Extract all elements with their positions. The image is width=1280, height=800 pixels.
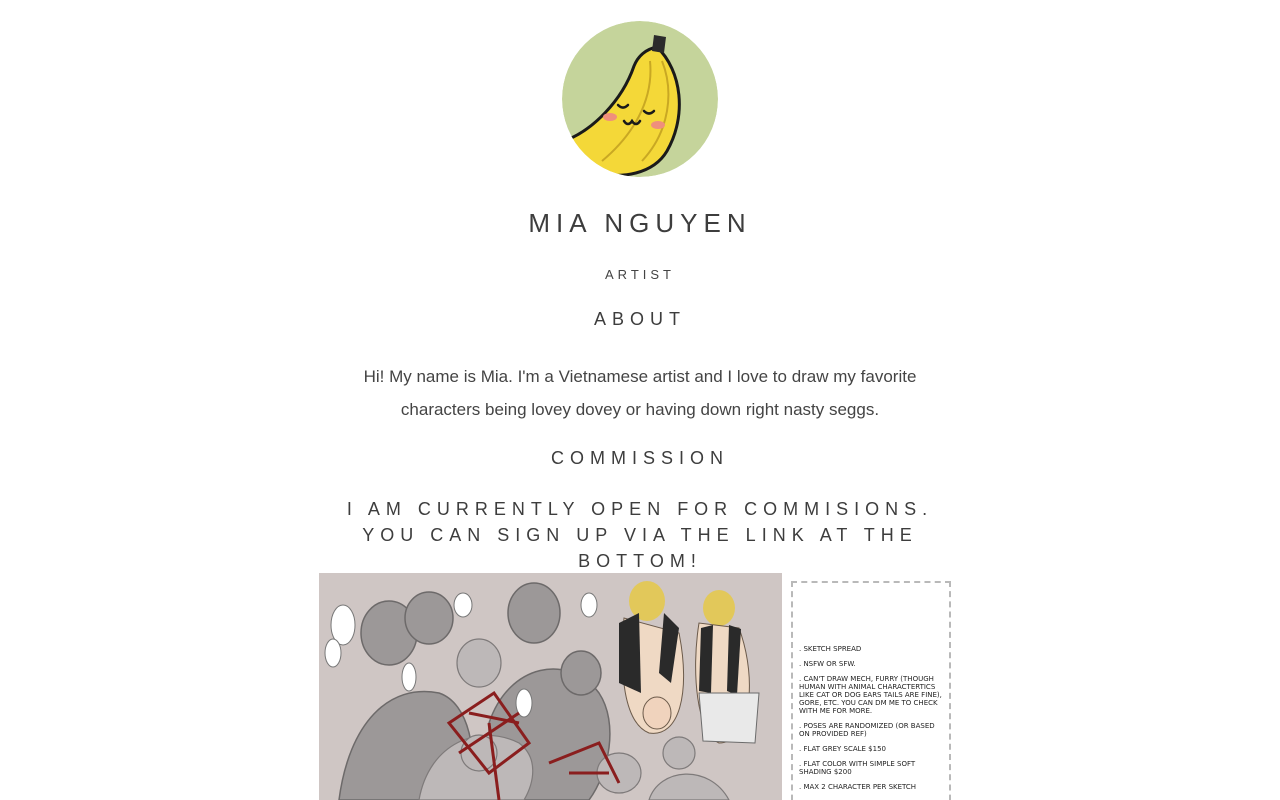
info-item-max-characters: . MAX 2 CHARACTER PER SKETCH xyxy=(799,783,917,791)
banana-avatar-icon xyxy=(562,21,718,177)
about-text: Hi! My name is Mia. I'm a Vietnamese artist and I love to draw my favorite characters being lovey dovey or having down right nasty seggs. xyxy=(363,367,917,419)
info-item-color-price: . FLAT COLOR WITH SIMPLE SOFT SHADING $200 xyxy=(799,760,916,776)
info-item-rating: . NSFW OR SFW. xyxy=(799,660,856,668)
info-item-grey-price: . FLAT GREY SCALE $150 xyxy=(799,745,886,753)
info-item-poses: . POSES ARE RANDOMIZED (OR BASED ON PROVIDED REF) xyxy=(799,722,935,738)
info-item-restrictions: . CAN'T DRAW MECH, FURRY (THOUGH HUMAN WITH ANIMAL CHARACTERTICS LIKE CAT OR DOG EARS TAILS ARE FINE), GORE, ETC. YOU CAN DM ME TO CHECK WITH ME FOR MORE. xyxy=(799,675,942,715)
commission-info-list xyxy=(799,645,943,791)
about-heading: ABOUT xyxy=(593,309,686,329)
commission-heading: COMMISSION xyxy=(550,448,729,468)
info-item-sketch: . SKETCH SPREAD xyxy=(799,645,862,653)
commission-showcase xyxy=(319,573,960,800)
artist-role: ARTIST xyxy=(605,267,675,282)
commission-status-text: I AM CURRENTLY OPEN FOR COMMISIONS. YOU CAN SIGN UP VIA THE LINK AT THE BOTTOM! xyxy=(346,499,934,571)
commission-sample-image xyxy=(319,573,782,800)
artist-name: MIA NGUYEN xyxy=(528,208,752,238)
commission-info-card xyxy=(791,581,951,800)
